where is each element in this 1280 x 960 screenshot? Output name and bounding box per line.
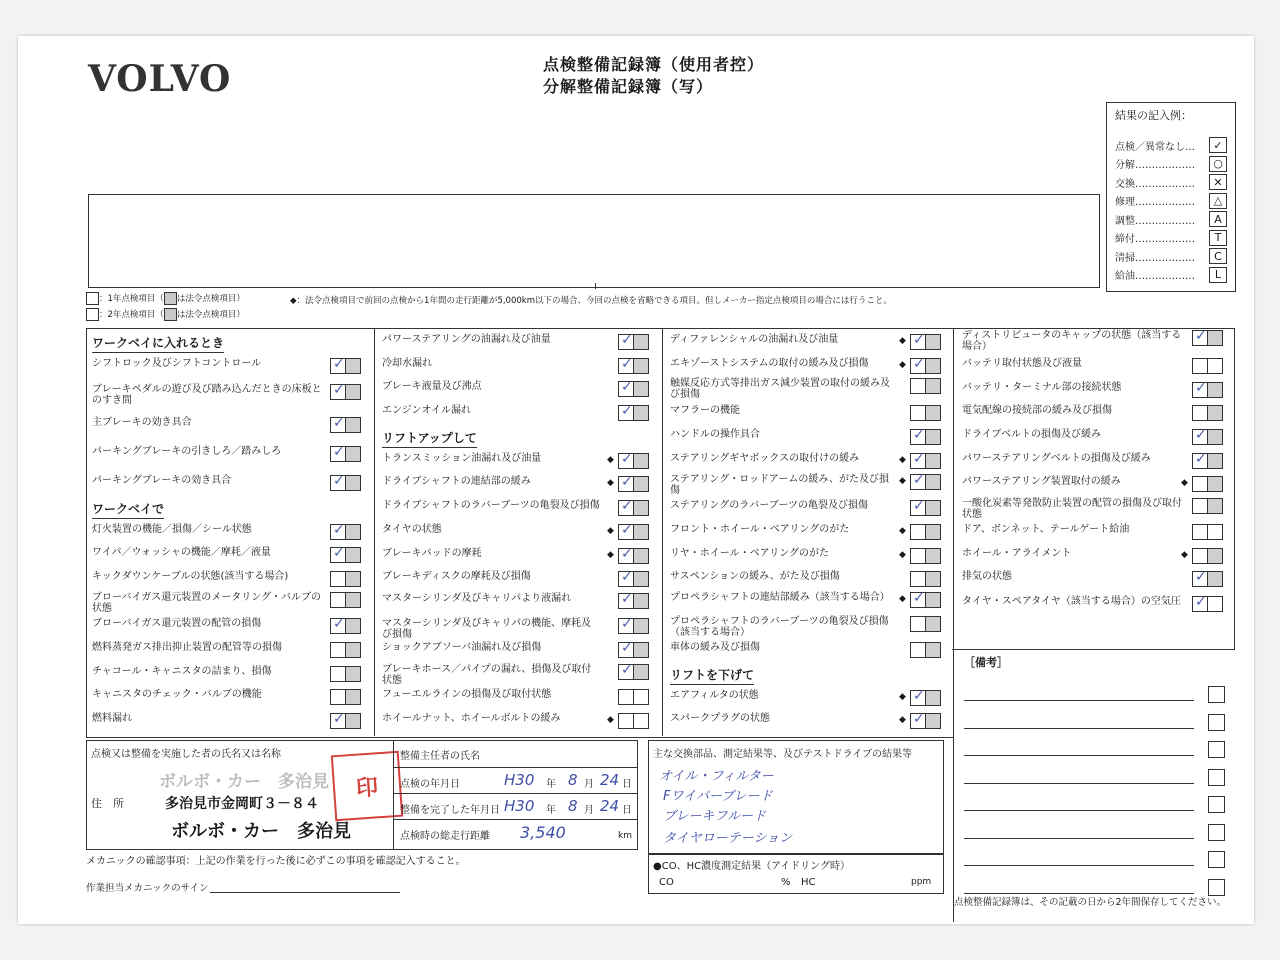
check-item-label: 一酸化炭素等発散防止装置の配管の損傷及び取付状態 <box>962 498 1182 520</box>
mechanic-sign-label: 作業担当メカニックのサイン <box>86 883 209 894</box>
diamond-mark: ◆ <box>1181 550 1188 560</box>
check-mark-icon: ✓ <box>333 616 345 632</box>
check-item-label: ドア、ボンネット、テールゲート給油 <box>962 524 1130 535</box>
check-item-label: 排気の状態 <box>962 571 1012 582</box>
legend-title: 結果の記入例： <box>1115 109 1192 122</box>
note-diamond: ◆：法令点検項目で前回の点検から1年間の走行距離が5,000km以下の場合、今回の点検を省略できる項目。但しメーカー指定点検項目の場合には行うこと。 <box>290 296 892 306</box>
remark-checkbox[interactable] <box>1208 851 1225 868</box>
check-item-label: ドライブシャフトのラバーブーツの亀裂及び損傷 <box>382 500 600 511</box>
check-item-label: ホイールナット、ホイールボルトの緩み <box>382 713 561 724</box>
check-item-boxes[interactable] <box>618 713 649 729</box>
check-item-boxes[interactable] <box>1192 358 1223 374</box>
check-item-boxes[interactable] <box>1192 498 1223 514</box>
address-label: 住 所 <box>91 797 124 810</box>
legend-row: 調整……………… A <box>1115 211 1227 227</box>
co-hc-block: ●CO、HC濃度測定結果（アイドリング時） CO % HC ppm <box>648 854 944 894</box>
parts-label: 主な交換部品、測定結果等、及びテストドライブの結果等 <box>653 749 912 760</box>
check-mark-icon: ✓ <box>913 427 925 443</box>
check-mark-icon: ✓ <box>621 451 633 467</box>
remark-line[interactable] <box>964 865 1194 866</box>
check-mark-icon: ✓ <box>621 379 633 395</box>
check-mark-icon: ✓ <box>1195 380 1207 396</box>
check-item-label: ブレーキペダルの遊び及び踏み込んだときの床板とのすき間 <box>92 384 322 406</box>
diamond-mark: ◆ <box>899 476 906 486</box>
check-mark-icon: ✓ <box>1195 451 1207 467</box>
note-two-year: ：2年点検項目（ は法令点検項目） <box>86 308 245 321</box>
legend-symbol: C <box>1209 248 1227 264</box>
inspect-date-label: 点検の年月日 <box>400 779 460 790</box>
check-item-label: マスターシリンダ及びキャリパの機能、摩耗及び損傷 <box>382 618 592 640</box>
check-mark-icon: ✓ <box>333 444 345 460</box>
section-header: ワークベイに入れるとき <box>92 334 224 353</box>
part-1: オイル・フィルター <box>659 769 774 784</box>
check-mark-icon: ✓ <box>333 522 345 538</box>
check-item-label: 触媒反応方式等排出ガス減少装置の取付の緩み及び損傷 <box>670 378 890 400</box>
check-item-boxes[interactable] <box>1192 548 1223 564</box>
check-mark-icon: ✓ <box>333 356 345 372</box>
diamond-mark: ◆ <box>899 336 906 346</box>
company-faint: ボルボ・カー 多治見 <box>159 772 329 792</box>
check-item-label: ディストリビュータのキャップの状態（該当する場合） <box>962 330 1182 352</box>
legend-symbol: L <box>1209 267 1227 283</box>
performer-label: 点検又は整備を実施した者の氏名又は名称 <box>91 749 281 760</box>
check-mark-icon: ✓ <box>621 356 633 372</box>
retention-note: 点検整備記録簿は、その記載の日から2年間保存してください。 <box>954 897 1227 908</box>
diamond-mark: ◆ <box>1181 478 1188 488</box>
check-item-label: バッテリ・ターミナル部の接続状態 <box>962 382 1122 393</box>
check-item-boxes[interactable] <box>330 666 361 682</box>
result-legend <box>1106 102 1236 292</box>
diamond-mark: ◆ <box>899 715 906 725</box>
inspect-month: 8 <box>568 771 578 789</box>
check-mark-icon: ✓ <box>621 640 633 656</box>
check-item-label: パワーステアリング装置取付の緩み <box>962 476 1121 487</box>
part-4: タイヤローテーション <box>663 831 793 846</box>
check-item-label: スパークプラグの状態 <box>670 713 770 724</box>
check-item-label: ブローバイガス還元装置のメータリング・バルブの状態 <box>92 592 321 614</box>
check-mark-icon: ✓ <box>1195 328 1207 344</box>
check-item-label: ワイパ／ウォッシャの機能／摩耗／液量 <box>92 547 271 558</box>
check-item-boxes[interactable] <box>618 689 649 705</box>
check-item-boxes[interactable] <box>1192 476 1223 492</box>
co-title: ●CO、HC濃度測定結果（アイドリング時） <box>653 861 850 872</box>
check-item-label: 主ブレーキの効き具合 <box>92 417 192 428</box>
check-mark-icon: ✓ <box>1195 427 1207 443</box>
legend-row: 分解……………… ○ <box>1115 156 1227 172</box>
check-mark-icon: ✓ <box>621 662 633 678</box>
title-user-copy: 点検整備記録簿（使用者控） <box>543 55 765 74</box>
remark-line[interactable] <box>964 783 1194 784</box>
legend-symbol: ✓ <box>1209 137 1227 153</box>
check-item-label: プロペラシャフトの連結部緩み（該当する場合） <box>670 592 890 603</box>
part-3: ブレーキフルード <box>663 809 766 824</box>
check-item-label: パーキングブレーキの引きしろ／踏みしろ <box>92 446 282 457</box>
diamond-mark: ◆ <box>899 360 906 370</box>
check-item-boxes[interactable] <box>330 592 361 608</box>
remark-checkbox[interactable] <box>1208 769 1225 786</box>
check-item-label: サスペンションの緩み、がた及び損傷 <box>670 571 840 582</box>
remarks-title: ［備考］ <box>964 656 1008 669</box>
diamond-mark: ◆ <box>607 715 614 725</box>
check-item-label: ブローバイガス還元装置の配管の損傷 <box>92 618 262 629</box>
finish-date-label: 整備を完了した年月日 <box>400 805 500 816</box>
legend-row: 交換……………… ✕ <box>1115 174 1227 190</box>
check-item-label: エアフィルタの状態 <box>670 690 759 701</box>
hc-label: HC <box>801 877 816 888</box>
check-item-label: ブレーキホース／パイプの漏れ、損傷及び取付状態 <box>382 664 592 686</box>
check-mark-icon: ✓ <box>621 332 633 348</box>
check-mark-icon: ✓ <box>621 522 633 538</box>
mechanic-sign-line[interactable] <box>210 892 400 893</box>
check-item-label: バッテリ取付状態及び液量 <box>962 358 1082 369</box>
check-item-label: ステアリングギヤボックスの取付けの緩み <box>670 453 860 464</box>
check-item-label: パーキングブレーキの効き具合 <box>92 475 232 486</box>
check-item-boxes[interactable] <box>1192 405 1223 421</box>
check-item-boxes[interactable] <box>910 548 941 564</box>
check-item-label: チャコール・キャニスタの詰まり、損傷 <box>92 666 272 677</box>
check-item-boxes[interactable] <box>330 642 361 658</box>
check-item-label: ドライブシャフトの連結部の緩み <box>382 476 531 487</box>
check-item-label: シフトロック及びシフトコントロール <box>92 358 262 369</box>
chief-label: 整備主任者の氏名 <box>400 751 480 762</box>
check-item-label: 燃料漏れ <box>92 713 132 724</box>
legend-row: 締付……………… T <box>1115 230 1227 246</box>
section-header: ワークベイで <box>92 500 164 519</box>
check-item-label: ドライブベルトの損傷及び緩み <box>962 429 1101 440</box>
check-mark-icon: ✓ <box>913 451 925 467</box>
section-header: リフトアップして <box>382 429 477 448</box>
remark-checkbox[interactable] <box>1208 879 1225 896</box>
check-item-label: エンジンオイル漏れ <box>382 405 471 416</box>
check-item-boxes[interactable] <box>330 689 361 705</box>
check-item-label: パワーステアリングの油漏れ及び油量 <box>382 334 551 345</box>
company-name: ボルボ・カー 多治見 <box>171 821 351 842</box>
part-2: Fワイパーブレード <box>663 789 773 804</box>
parts-block <box>648 740 944 854</box>
remark-checkbox[interactable] <box>1208 824 1225 841</box>
check-item-label: ステアリング・ロッドアームの緩み、がた及び損傷 <box>670 474 889 496</box>
check-mark-icon: ✓ <box>913 711 925 727</box>
check-item-label: プロペラシャフトのラバーブーツの亀裂及び損傷（該当する場合） <box>670 616 889 638</box>
check-item-boxes[interactable] <box>910 378 941 394</box>
check-item-label: ステアリングのラバーブーツの亀裂及び損傷 <box>670 500 868 511</box>
check-mark-icon: ✓ <box>333 545 345 561</box>
remark-checkbox[interactable] <box>1208 741 1225 758</box>
check-mark-icon: ✓ <box>913 498 925 514</box>
check-mark-icon: ✓ <box>1195 594 1207 610</box>
remark-checkbox[interactable] <box>1208 714 1225 731</box>
check-mark-icon: ✓ <box>621 403 633 419</box>
legend-row: 清掃……………… C <box>1115 248 1227 264</box>
check-item-label: ハンドルの操作具合 <box>670 429 760 440</box>
check-mark-icon: ✓ <box>621 474 633 490</box>
co-label: CO <box>659 877 674 888</box>
remarks-box <box>953 642 1235 922</box>
finish-day: 24 <box>600 797 620 815</box>
finish-month: 8 <box>568 797 578 815</box>
check-item-boxes[interactable] <box>330 571 361 587</box>
section-header: リフトを下げて <box>670 666 754 685</box>
check-mark-icon: ✓ <box>621 616 633 632</box>
check-item-label: タイヤの状態 <box>382 524 442 535</box>
check-item-label: マフラーの機能 <box>670 405 740 416</box>
title-disassembly-copy: 分解整備記録簿（写） <box>543 77 714 96</box>
check-item-label: 冷却水漏れ <box>382 358 432 369</box>
remark-line[interactable] <box>964 838 1194 839</box>
remark-line[interactable] <box>964 810 1194 811</box>
check-mark-icon: ✓ <box>621 498 633 514</box>
inspect-day: 24 <box>600 771 620 789</box>
check-mark-icon: ✓ <box>913 472 925 488</box>
check-item-boxes[interactable] <box>910 524 941 540</box>
check-item-label: トランスミッション油漏れ及び油量 <box>382 453 542 464</box>
diamond-mark: ◆ <box>899 594 906 604</box>
legend-symbol: △ <box>1209 193 1227 209</box>
diamond-mark: ◆ <box>899 455 906 465</box>
volvo-logo: VOLVO <box>88 58 232 100</box>
remark-line[interactable] <box>964 700 1194 701</box>
check-item-label: 電気配線の接続部の緩み及び損傷 <box>962 405 1112 416</box>
mileage-label: 点検時の総走行距離 <box>400 831 490 842</box>
check-mark-icon: ✓ <box>621 569 633 585</box>
check-item-label: ブレーキディスクの摩耗及び損傷 <box>382 571 531 582</box>
check-item-label: ホイール・アライメント <box>962 548 1072 559</box>
legend-symbol: T <box>1209 230 1227 246</box>
check-mark-icon: ✓ <box>1195 569 1207 585</box>
check-mark-icon: ✓ <box>333 415 345 431</box>
check-item-label: ブレーキパッドの摩耗 <box>382 548 482 559</box>
check-item-label: 燃料蒸発ガス排出抑止装置の配管等の損傷 <box>92 642 282 653</box>
check-item-boxes[interactable] <box>910 642 941 658</box>
customer-info-box <box>88 194 1100 288</box>
check-item-boxes[interactable] <box>910 616 941 632</box>
remark-checkbox[interactable] <box>1208 796 1225 813</box>
note-one-year: ：1年点検項目（ は法令点検項目） <box>86 292 245 305</box>
diamond-mark: ◆ <box>607 478 614 488</box>
check-item-label: リヤ・ホイール・ベアリングのがた <box>670 548 829 559</box>
company-seal: 印 <box>331 751 403 822</box>
check-mark-icon: ✓ <box>333 711 345 727</box>
remark-checkbox[interactable] <box>1208 686 1225 703</box>
date-fields: 整備主任者の氏名 点検の年月日 H30 年 8 月 24 日 整備を完了した年月日 H30 年 8 月 24 日 点検時の総走行距離 3,540 km <box>393 741 638 849</box>
check-mark-icon: ✓ <box>621 591 633 607</box>
check-item-label: パワーステアリングベルトの損傷及び緩み <box>962 453 1151 464</box>
check-mark-icon: ✓ <box>913 590 925 606</box>
check-item-boxes[interactable] <box>910 571 941 587</box>
check-item-label: エキゾーストシステムの取付の緩み及び損傷 <box>670 358 869 369</box>
finish-year: H30 <box>504 797 535 815</box>
diamond-mark: ◆ <box>607 550 614 560</box>
diamond-mark: ◆ <box>899 692 906 702</box>
check-mark-icon: ✓ <box>333 382 345 398</box>
check-mark-icon: ✓ <box>913 332 925 348</box>
performer-block <box>86 740 638 850</box>
legend-row: 点検／異常なし… ✓ <box>1115 137 1227 153</box>
diamond-mark: ◆ <box>607 455 614 465</box>
legend-row: 給油……………… L <box>1115 267 1227 283</box>
check-item-label: ディファレンシャルの油漏れ及び油量 <box>670 334 839 345</box>
mechanic-confirm: メカニックの確認事項：上記の作業を行った後に必ずこの事項を確認記入すること。 <box>86 856 466 867</box>
check-item-label: タイヤ・スペアタイヤ（該当する場合）の空気圧 <box>962 596 1181 607</box>
diamond-mark: ◆ <box>899 550 906 560</box>
legend-symbol: ○ <box>1209 156 1227 172</box>
check-item-label: 車体の緩み及び損傷 <box>670 642 760 653</box>
legend-row: 修理……………… △ <box>1115 193 1227 209</box>
check-item-label: フューエルラインの損傷及び取付状態 <box>382 689 552 700</box>
remark-line[interactable] <box>964 728 1194 729</box>
check-item-label: フロント・ホイール・ベアリングのがた <box>670 524 850 535</box>
check-mark-icon: ✓ <box>621 546 633 562</box>
inspect-year: H30 <box>504 771 535 789</box>
diamond-mark: ◆ <box>607 526 614 536</box>
check-mark-icon: ✓ <box>913 356 925 372</box>
check-item-boxes[interactable] <box>910 405 941 421</box>
check-item-label: キャニスタのチェック・バルブの機能 <box>92 689 262 700</box>
inspection-record-page <box>18 36 1254 924</box>
diamond-mark: ◆ <box>899 526 906 536</box>
check-item-label: ブレーキ液量及び沸点 <box>382 381 482 392</box>
legend-symbol: A <box>1209 211 1227 227</box>
mileage-value: 3,540 <box>520 823 566 842</box>
check-mark-icon: ✓ <box>913 688 925 704</box>
check-item-label: 灯火装置の機能／損傷／シール状態 <box>92 524 252 535</box>
check-item-label: ショックアブソーバ油漏れ及び損傷 <box>382 642 542 653</box>
check-item-label: マスターシリンダ及びキャリパより液漏れ <box>382 593 572 604</box>
remark-line[interactable] <box>964 755 1194 756</box>
check-mark-icon: ✓ <box>333 473 345 489</box>
check-item-label: キックダウンケーブルの状態(該当する場合) <box>92 571 289 582</box>
check-item-boxes[interactable] <box>1192 524 1223 540</box>
address: 多治見市金岡町３－８４ <box>165 796 319 812</box>
legend-symbol: ✕ <box>1209 174 1227 190</box>
